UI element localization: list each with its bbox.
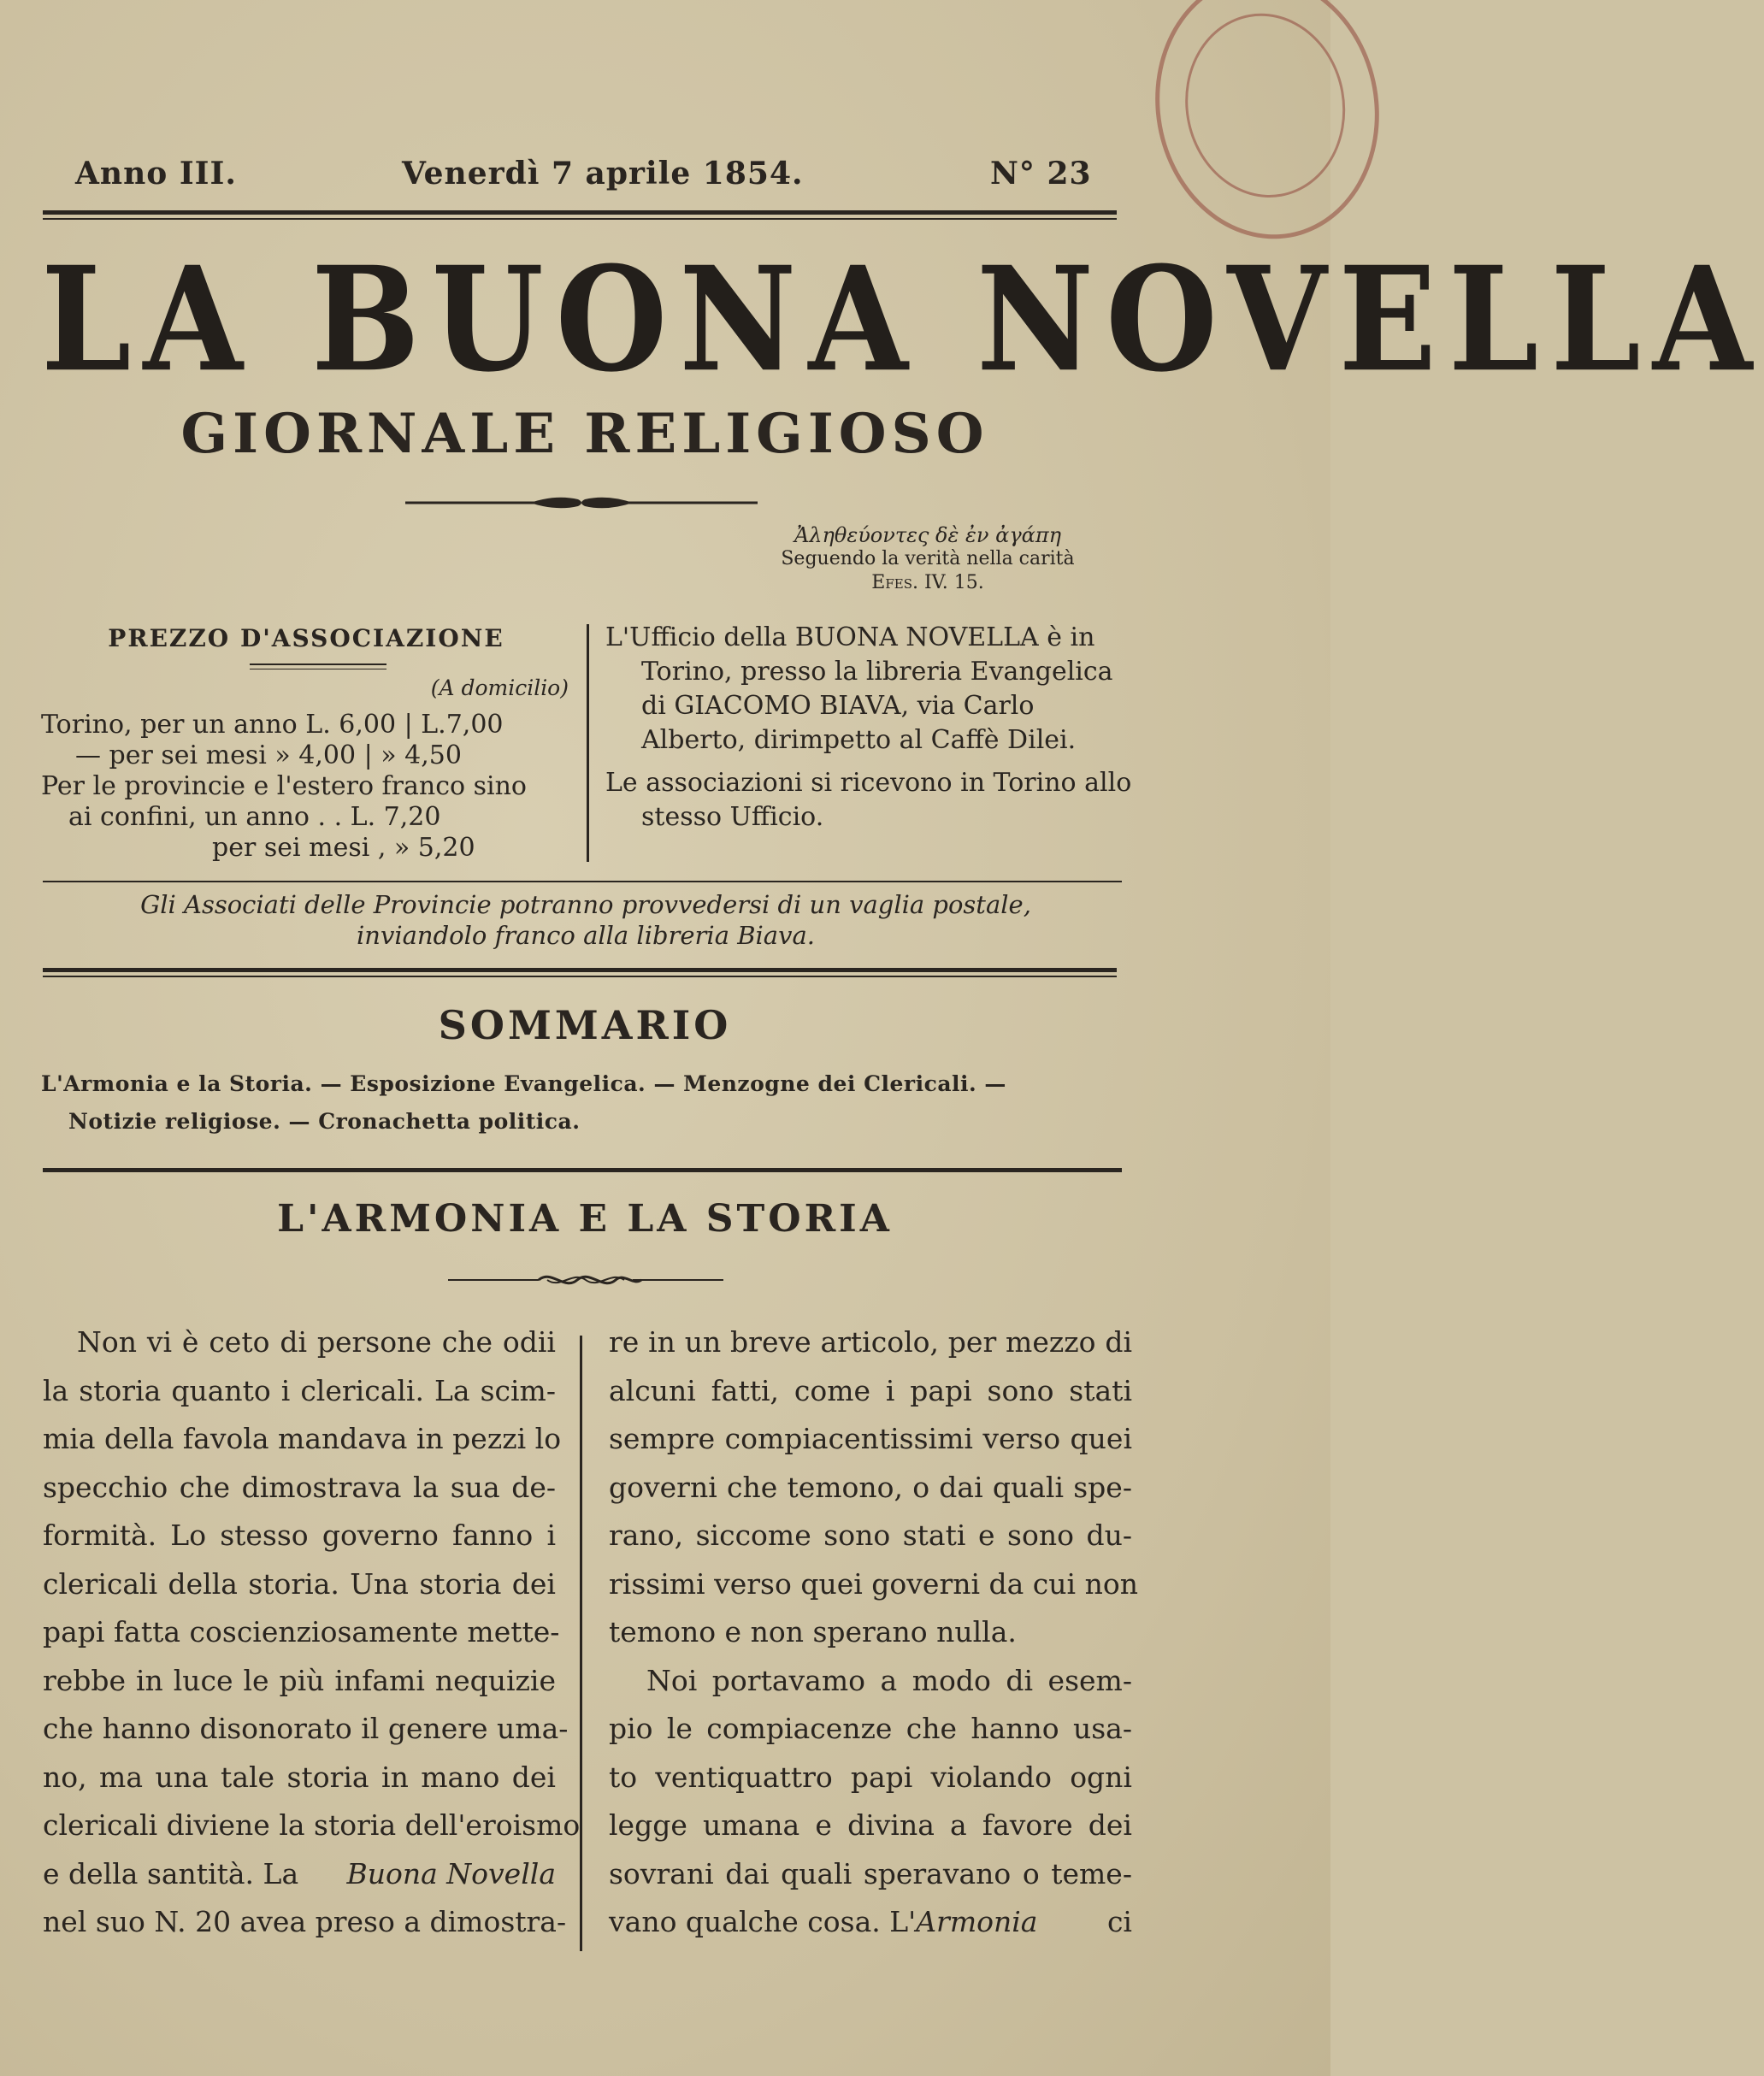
library-stamp bbox=[1135, 0, 1400, 257]
masthead-flourish bbox=[402, 491, 761, 515]
article-left-line-2: la storia quanto i clericali. La scim- bbox=[43, 1373, 556, 1407]
article-right-line-12: sovrani dai quali speravano o teme- bbox=[609, 1856, 1132, 1890]
subscription-note: (A domicilio) bbox=[430, 675, 569, 700]
article-left-line-5: formità. Lo stesso governo fanno i bbox=[43, 1519, 556, 1552]
price-line-3: Per le provincie e l'estero franco sino bbox=[41, 771, 527, 801]
article-title: L'ARMONIA E LA STORIA bbox=[277, 1197, 893, 1241]
article-column-divider bbox=[580, 1336, 582, 1951]
article-left-line-6: clericali della storia. Una storia dei bbox=[43, 1566, 556, 1601]
article-right-line-5: rano, siccome sono stati e sono du- bbox=[609, 1519, 1132, 1552]
sommario-title: SOMMARIO bbox=[438, 1002, 732, 1048]
article-left-line-3: mia della favola mandava in pezzi lo bbox=[43, 1422, 562, 1455]
header-rule-thick bbox=[43, 210, 1117, 215]
article-left-line-7: papi fatta coscienziosamente mette- bbox=[43, 1615, 560, 1648]
article-left-line-1: Non vi è ceto di persone che odii bbox=[77, 1325, 556, 1359]
article-left-line-12-text: e della santità. La bbox=[43, 1856, 299, 1890]
article-right-line-9: pio le compiacenze che hanno usa- bbox=[609, 1712, 1132, 1745]
article-left-line-13: nel suo N. 20 avea preso a dimostra- bbox=[43, 1905, 567, 1938]
subscription-title: PREZZO D'ASSOCIAZIONE bbox=[108, 624, 504, 652]
price-line-1: Torino, per un anno L. 6,00 | L.7,00 bbox=[41, 710, 504, 740]
article-left-line-9: che hanno disonorato il genere uma- bbox=[43, 1712, 569, 1745]
article-left-line-10: no, ma una tale storia in mano dei bbox=[43, 1760, 556, 1794]
subscription-title-rule bbox=[250, 663, 386, 665]
article-left-line-4: specchio che dimostrava la sua de- bbox=[43, 1470, 556, 1504]
article-right-line-13 bbox=[609, 1898, 1132, 1947]
issue-number: N° 23 bbox=[990, 156, 1092, 192]
article-right-line-2: alcuni fatti, come i papi sono stati bbox=[609, 1373, 1132, 1407]
price-line-2: — per sei mesi » 4,00 | » 4,50 bbox=[75, 740, 462, 770]
article-right-line-13-end: ci bbox=[1106, 1905, 1132, 1938]
sommario-contents bbox=[41, 1065, 1129, 1141]
article-left-line-11: clericali diviene la storia dell'eroismo bbox=[43, 1808, 581, 1842]
motto-reference: Efes. IV. 15. bbox=[871, 572, 984, 593]
office-paragraph-1: L'Ufficio della BUONA NOVELLA è in Torino, presso la libreria Evangelica di GIACOMO BIAVA, via Carlo Alberto, dirimpetto al Caffè Dilei. bbox=[605, 622, 1113, 755]
article-right-line-7: temono e non sperano nulla. bbox=[609, 1615, 1017, 1648]
issue-year: Anno III. bbox=[75, 156, 237, 192]
article-left-line-12 bbox=[43, 1850, 556, 1899]
article-column-right bbox=[609, 1318, 1138, 1947]
price-line-4: ai confini, un anno . . L. 7,20 bbox=[68, 802, 441, 832]
postal-notice bbox=[51, 889, 1120, 951]
article-column-left bbox=[43, 1318, 581, 1947]
subscription-column-divider bbox=[587, 624, 589, 862]
sommario-line-1: L'Armonia e la Storia. — Esposizione Evangelica. — Menzogne dei Clericali. — bbox=[41, 1071, 1006, 1096]
office-info bbox=[605, 621, 1137, 843]
article-right-line-11: legge umana e divina a favore dei bbox=[609, 1808, 1132, 1842]
library-stamp-inner-ring bbox=[1171, 1, 1360, 210]
masthead-title: LA BUONA NOVELLA bbox=[41, 235, 1764, 404]
article-right-italic: Armonia bbox=[916, 1905, 1038, 1938]
article-flourish bbox=[445, 1267, 727, 1293]
price-line-5: per sei mesi , » 5,20 bbox=[212, 833, 475, 863]
postal-notice-line-2: inviandolo franco alla libreria Biava. bbox=[357, 921, 815, 950]
issue-date: Venerdì 7 aprile 1854. bbox=[402, 156, 804, 192]
article-right-line-6: rissimi verso quei governi da cui non bbox=[609, 1566, 1138, 1601]
article-right-line-4: governi che temono, o dai quali spe- bbox=[609, 1470, 1132, 1504]
article-left-line-8: rebbe in luce le più infami nequizie bbox=[43, 1663, 556, 1697]
sommario-rule-bottom bbox=[43, 1168, 1122, 1172]
office-paragraph-2: Le associazioni si ricevono in Torino allo stesso Ufficio. bbox=[605, 768, 1132, 832]
article-right-line-10: to ventiquattro papi violando ogni bbox=[609, 1760, 1132, 1794]
header-rule-thin bbox=[43, 218, 1117, 220]
notice-rule-top bbox=[43, 881, 1122, 882]
postal-notice-line-1: Gli Associati delle Provincie potranno provvedersi di un vaglia postale, bbox=[140, 890, 1031, 919]
masthead-subtitle: GIORNALE RELIGIOSO bbox=[180, 402, 989, 466]
article-right-line-8: Noi portavamo a modo di esem- bbox=[646, 1663, 1132, 1697]
motto-italian: Seguendo la verità nella carità bbox=[781, 548, 1075, 569]
sommario-line-2: Notizie religiose. — Cronachetta politica. bbox=[68, 1109, 581, 1134]
article-right-line-3: sempre compiacentissimi verso quei bbox=[609, 1422, 1132, 1455]
notice-rule-bottom-thin bbox=[43, 976, 1117, 977]
notice-rule-bottom-thick bbox=[43, 968, 1117, 972]
motto-greek: Ἀληθεύοντες δὲ ἐν ἀγάπη bbox=[794, 523, 1062, 547]
article-right-line-1: re in un breve articolo, per mezzo di bbox=[609, 1325, 1132, 1359]
article-right-line-13-text: vano qualche cosa. L' bbox=[609, 1905, 917, 1938]
article-left-italic: Buona Novella bbox=[346, 1856, 556, 1890]
motto-block bbox=[727, 523, 1129, 595]
